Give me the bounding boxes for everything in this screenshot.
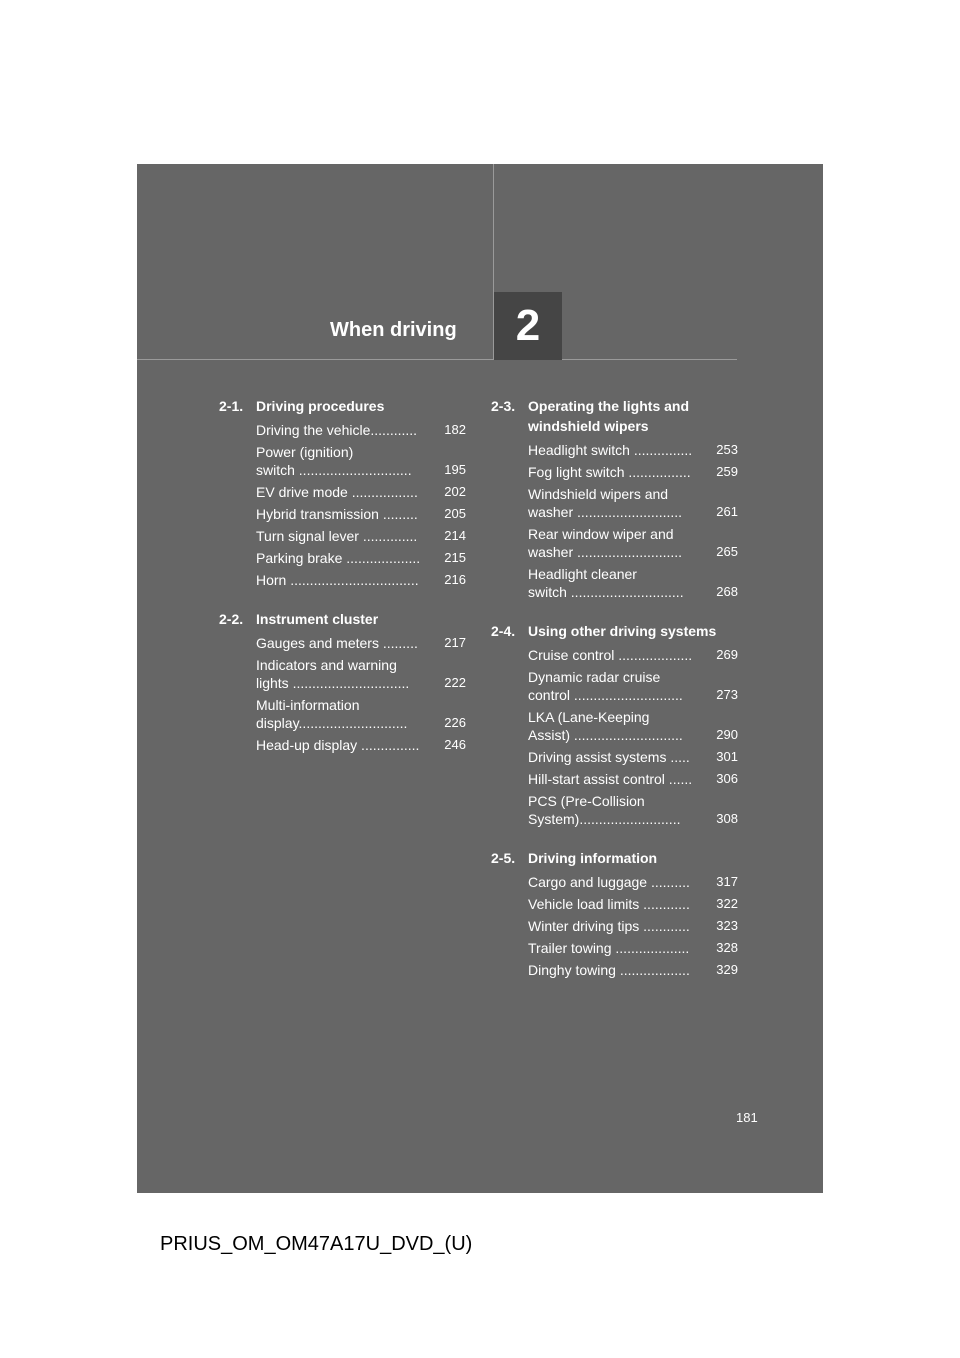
toc-entry-label: Hill-start assist control ......	[528, 771, 693, 787]
toc-entry-page: 322	[716, 896, 738, 911]
toc-entry[interactable]	[256, 696, 466, 732]
toc-entry-label: Indicators and warning lights ..............................	[256, 657, 410, 691]
section-number: 2-5.	[491, 850, 516, 866]
toc-entry[interactable]	[528, 646, 738, 664]
toc-entry-page: 261	[716, 504, 738, 519]
toc-entry-page: 259	[716, 464, 738, 479]
section-title: Using other driving systems	[528, 623, 717, 639]
toc-section	[219, 396, 466, 589]
toc-entry-label: Fog light switch ................	[528, 464, 691, 480]
toc-entry[interactable]	[528, 485, 738, 521]
section-heading	[219, 609, 466, 629]
toc-section	[491, 848, 738, 979]
toc-entry-label: Horn .................................	[256, 572, 419, 588]
toc-section	[491, 396, 738, 601]
toc-entry-label: Head-up display ...............	[256, 737, 420, 753]
toc-entry-page: 217	[444, 635, 466, 650]
section-title: Driving procedures	[256, 398, 385, 414]
toc-entry[interactable]	[256, 549, 466, 567]
toc-entry-page: 265	[716, 544, 738, 559]
toc-entry-page: 222	[444, 675, 466, 690]
toc-entry[interactable]	[528, 463, 738, 481]
toc-section	[491, 621, 738, 828]
toc-entry-page: 328	[716, 940, 738, 955]
chapter-number-badge: 2	[494, 292, 562, 360]
section-heading	[491, 396, 738, 436]
toc-entry[interactable]	[528, 792, 738, 828]
toc-entry-label: EV drive mode .................	[256, 484, 418, 500]
toc-entry-label: Multi-information display............................	[256, 697, 408, 731]
section-title: Driving information	[528, 850, 658, 866]
toc-entry-label: Trailer towing ...................	[528, 940, 690, 956]
toc-entry[interactable]	[256, 656, 466, 692]
toc-entry-page: 273	[716, 687, 738, 702]
toc-entry[interactable]	[256, 634, 466, 652]
toc-entry[interactable]	[528, 939, 738, 957]
toc-entry[interactable]	[256, 527, 466, 545]
toc-entry-label: Driving assist systems .....	[528, 749, 690, 765]
toc-entry-page: 182	[444, 422, 466, 437]
section-heading	[491, 621, 738, 641]
toc-entry-label: Dynamic radar cruise control ............................	[528, 669, 683, 703]
toc-entry[interactable]	[528, 748, 738, 766]
toc-entry-page: 323	[716, 918, 738, 933]
toc-entry-label: Power (ignition) switch .............................	[256, 444, 412, 478]
toc-entry[interactable]	[528, 917, 738, 935]
section-number: 2-4.	[491, 623, 516, 639]
toc-entry-label: Vehicle load limits ............	[528, 896, 690, 912]
toc-entry-label: Dinghy towing ..................	[528, 962, 690, 978]
header-divider-horizontal	[137, 359, 737, 360]
toc-entry-label: Hybrid transmission .........	[256, 506, 418, 522]
toc-entry[interactable]	[528, 525, 738, 561]
toc-entry[interactable]	[256, 505, 466, 523]
toc-entry-label: PCS (Pre-Collision System)..........................	[528, 793, 681, 827]
toc-entry-page: 290	[716, 727, 738, 742]
toc-entry-page: 205	[444, 506, 466, 521]
toc-entry-label: Parking brake ...................	[256, 550, 421, 566]
toc-entry-page: 195	[444, 462, 466, 477]
toc-entry-page: 317	[716, 874, 738, 889]
toc-entry-page: 308	[716, 811, 738, 826]
toc-entry-page: 202	[444, 484, 466, 499]
section-heading	[219, 396, 466, 416]
section-number: 2-3.	[491, 398, 516, 414]
toc-entry-label: Driving the vehicle............	[256, 422, 418, 438]
section-heading	[491, 848, 738, 868]
chapter-title: When driving	[330, 319, 457, 341]
toc-entry-label: Headlight switch ...............	[528, 442, 693, 458]
toc-entry-page: 253	[716, 442, 738, 457]
toc-entry[interactable]	[528, 565, 738, 601]
toc-entry-label: Headlight cleaner switch .............................	[528, 566, 684, 600]
toc-entry-page: 301	[716, 749, 738, 764]
toc-entry[interactable]	[256, 736, 466, 754]
section-number: 2-2.	[219, 611, 244, 627]
toc-entry-label: Turn signal lever ..............	[256, 528, 418, 544]
toc-entry-page: 268	[716, 584, 738, 599]
toc-entry-label: Rear window wiper and washer ...........................	[528, 526, 683, 560]
toc-left-column	[219, 396, 466, 774]
page-number: 181	[736, 1110, 758, 1125]
toc-entry[interactable]	[528, 708, 738, 744]
toc-entry-label: Cruise control ...................	[528, 647, 693, 663]
section-title: Instrument cluster	[256, 611, 379, 627]
toc-entry-label: Windshield wipers and washer ...........................	[528, 486, 683, 520]
toc-entry[interactable]	[528, 873, 738, 891]
toc-entry-page: 306	[716, 771, 738, 786]
toc-entry-page: 214	[444, 528, 466, 543]
section-title: Operating the lights and windshield wipers	[528, 398, 690, 434]
toc-entry-page: 269	[716, 647, 738, 662]
toc-entry[interactable]	[256, 443, 466, 479]
toc-entry-page: 215	[444, 550, 466, 565]
toc-entry[interactable]	[256, 483, 466, 501]
toc-entry[interactable]	[528, 441, 738, 459]
toc-right-column	[491, 396, 738, 999]
section-number: 2-1.	[219, 398, 244, 414]
toc-entry[interactable]	[256, 421, 466, 439]
toc-section	[219, 609, 466, 754]
toc-entry[interactable]	[528, 961, 738, 979]
toc-entry[interactable]	[528, 668, 738, 704]
document-footer: PRIUS_OM_OM47A17U_DVD_(U)	[160, 1233, 473, 1255]
toc-entry-label: Winter driving tips ............	[528, 918, 690, 934]
toc-entry-label: Gauges and meters .........	[256, 635, 418, 651]
toc-entry-label: Cargo and luggage ..........	[528, 874, 690, 890]
toc-entry[interactable]	[528, 895, 738, 913]
toc-entry-page: 216	[444, 572, 466, 587]
toc-entry[interactable]	[256, 571, 466, 589]
toc-entry-page: 246	[444, 737, 466, 752]
toc-entry-label: LKA (Lane-Keeping Assist) ............................	[528, 709, 683, 743]
toc-entry-page: 226	[444, 715, 466, 730]
toc-entry-page: 329	[716, 962, 738, 977]
toc-entry[interactable]	[528, 770, 738, 788]
